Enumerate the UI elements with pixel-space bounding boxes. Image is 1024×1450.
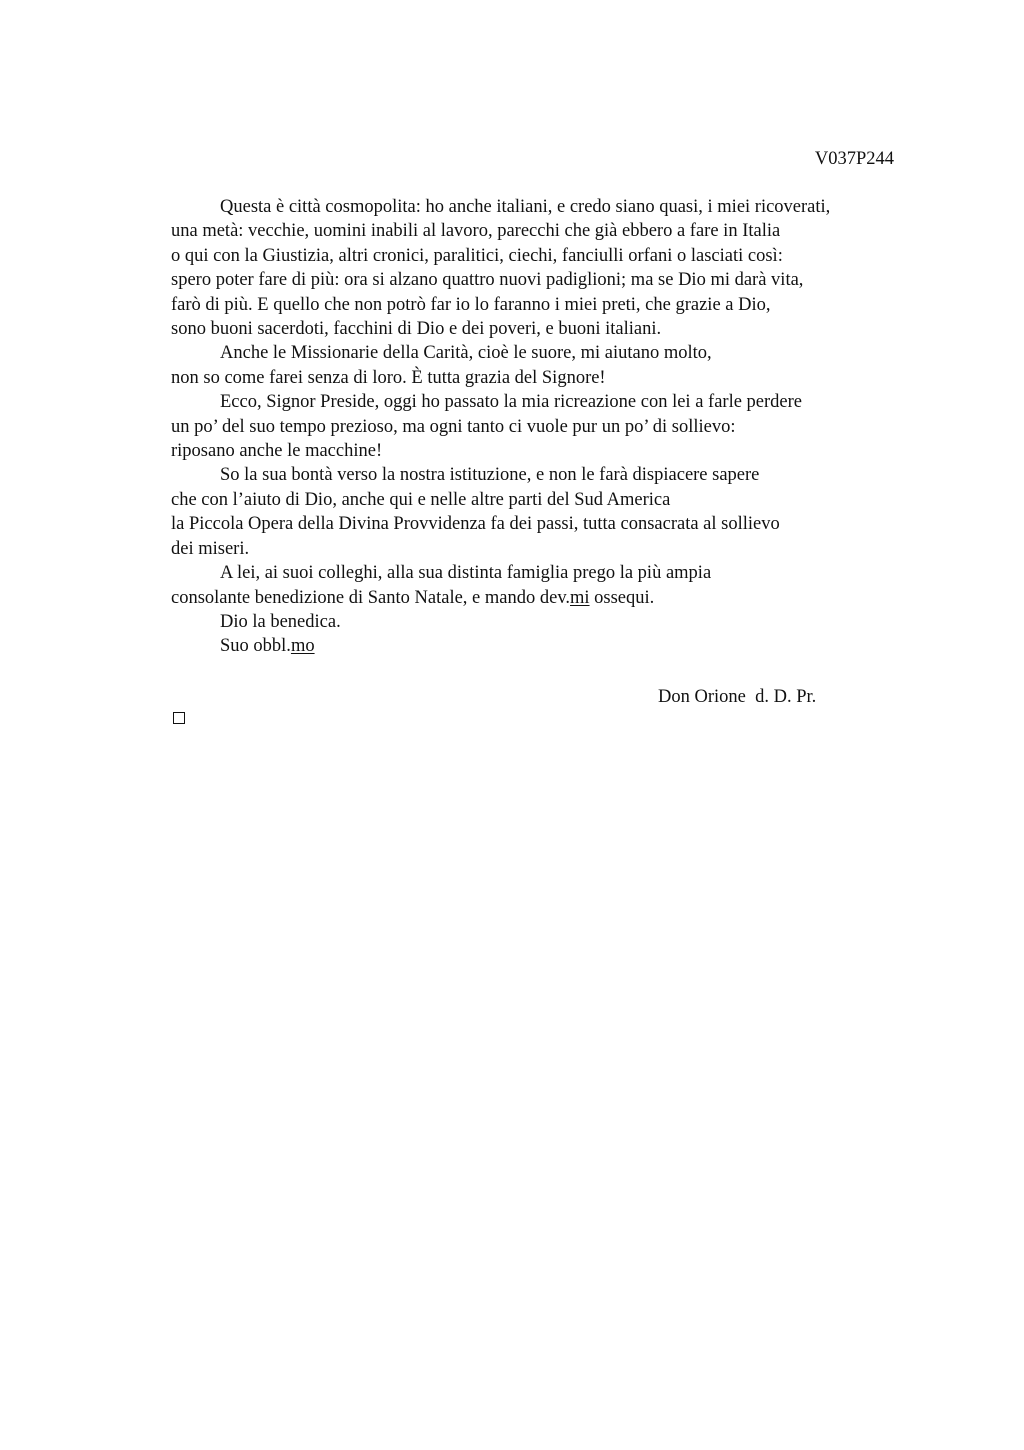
signature: Don Orione d. D. Pr. [658,687,817,707]
valediction-superscript-abbrev: mo [290,636,315,657]
text-line: farò di più. E quello che non potrò far io lo faranno i miei preti, che grazie a Dio, [171,294,771,315]
text-line: riposano anche le macchine! [171,441,383,462]
letter-body [171,195,931,659]
text-line: dei miseri. [171,538,250,559]
closing-text-end: ossequi. [589,587,655,608]
text-line: la Piccola Opera della Divina Provvidenza fa dei passi, tutta consacrata al sollievo [171,514,780,535]
text-line: o qui con la Giustizia, altri cronici, paralitici, ciechi, fanciulli orfani o lasciati così: [171,245,783,266]
text-line: non so come farei senza di loro. È tutta grazia del Signore! [171,367,606,388]
closing-line [171,586,931,610]
text-line: spero poter fare di più: ora si alzano quattro nuovi padiglioni; ma se Dio mi darà vita, [171,270,804,291]
closing-text: consolante benedizione di Santo Natale, e mando dev. [171,587,570,608]
blessing-line: Dio la benedica. [220,611,341,632]
text-line: Questa è città cosmopolita: ho anche italiani, e credo siano quasi, i miei ricoverati, [220,197,831,217]
text-line: un po’ del suo tempo prezioso, ma ogni tanto ci vuole pur un po’ di sollievo: [171,416,736,437]
text-line: A lei, ai suoi colleghi, alla sua distinta famiglia prego la più ampia [220,563,712,584]
closing-superscript-abbrev: mi [570,587,590,608]
text-line: So la sua bontà verso la nostra istituzione, e non le farà dispiacere sapere [220,465,760,486]
valediction-text: Suo obbl. [220,636,291,657]
text-line: che con l’aiuto di Dio, anche qui e nelle altre parti del Sud America [171,489,671,510]
empty-box-icon [173,712,185,724]
text-line: sono buoni sacerdoti, facchini di Dio e dei poveri, e buoni italiani. [171,319,662,340]
text-line: una metà: vecchie, uomini inabili al lavoro, parecchi che già ebbero a fare in Italia [171,221,781,242]
valediction-line [171,634,931,658]
text-line: Anche le Missionarie della Carità, cioè le suore, mi aiutano molto, [220,343,712,364]
text-line: Ecco, Signor Preside, oggi ho passato la mia ricreazione con lei a farle perdere [220,392,803,413]
page-reference: V037P244 [814,149,894,169]
